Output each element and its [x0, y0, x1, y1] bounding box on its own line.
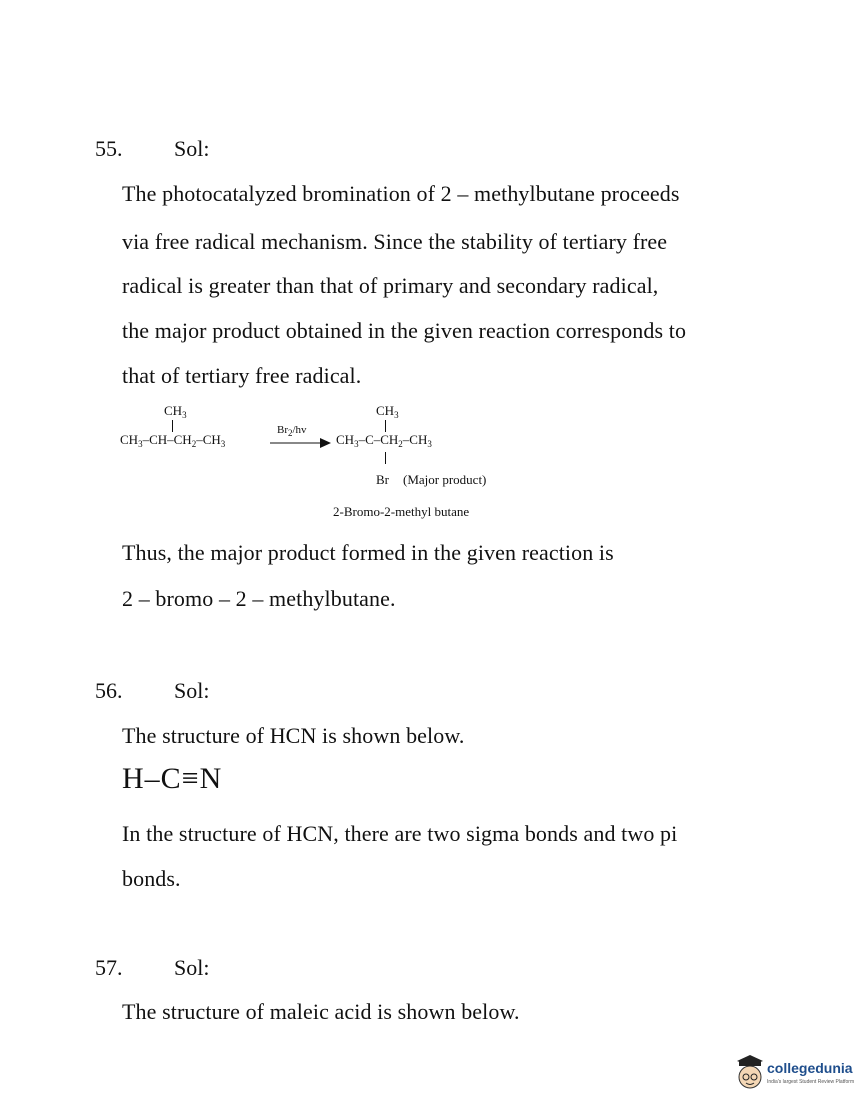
reagent-label: $Br_2/hv$	[277, 424, 307, 438]
q55-conclusion-1: Thus, the major product formed in the given reaction is	[122, 540, 614, 565]
question-number-56: 56.	[95, 678, 123, 703]
logo-name: collegedunia	[767, 1060, 853, 1076]
q56-line-1: In the structure of HCN, there are two sigma bonds and two pi	[122, 821, 678, 846]
q56-intro: The structure of HCN is shown below.	[122, 723, 465, 748]
product-name: 2-Bromo-2-methyl butane	[333, 504, 470, 519]
q55-line-2: via free radical mechanism. Since the stability of tertiary free	[122, 229, 668, 254]
sol-label-55: Sol:	[174, 136, 210, 161]
reaction-arrow	[270, 437, 332, 449]
product-chain: $CH_3-C-CH_2-CH_3$	[336, 432, 432, 449]
product-branch-ch3: $CH_3$	[376, 403, 399, 420]
sol-label-57: Sol:	[174, 955, 210, 980]
product-bottom-bond	[385, 452, 386, 464]
q55-conclusion-2: 2 – bromo – 2 – methylbutane.	[122, 586, 396, 611]
reactant-chain: $CH_3-CH-CH_2-CH_3$	[120, 432, 226, 449]
reactant-vertical-bond	[172, 420, 173, 432]
reactant-branch-ch3	[164, 403, 187, 420]
q57-intro: The structure of maleic acid is shown below.	[122, 999, 520, 1024]
question-number-57: 57.	[95, 955, 123, 980]
q55-line-4: the major product obtained in the given reaction corresponds to	[122, 318, 687, 343]
hcn-structure: H–C≡N	[122, 762, 223, 795]
collegedunia-logo	[735, 1055, 855, 1093]
product-note: (Major product)	[403, 472, 487, 487]
q56-line-2: bonds.	[122, 866, 181, 891]
q55-line-3: radical is greater than that of primary and secondary radical,	[122, 273, 659, 298]
reactant-branch-text: $CH_3$	[164, 403, 187, 420]
question-number-55: 55.	[95, 136, 123, 161]
student-mascot-icon	[735, 1055, 765, 1091]
product-br: Br	[376, 472, 389, 487]
q55-line-5: that of tertiary free radical.	[122, 363, 362, 388]
q55-line-1: The photocatalyzed bromination of 2 – methylbutane proceeds	[122, 181, 680, 206]
logo-tagline: India's largest Student Review Platform	[767, 1079, 855, 1085]
product-top-bond	[385, 420, 386, 432]
sol-label-56: Sol:	[174, 678, 210, 703]
